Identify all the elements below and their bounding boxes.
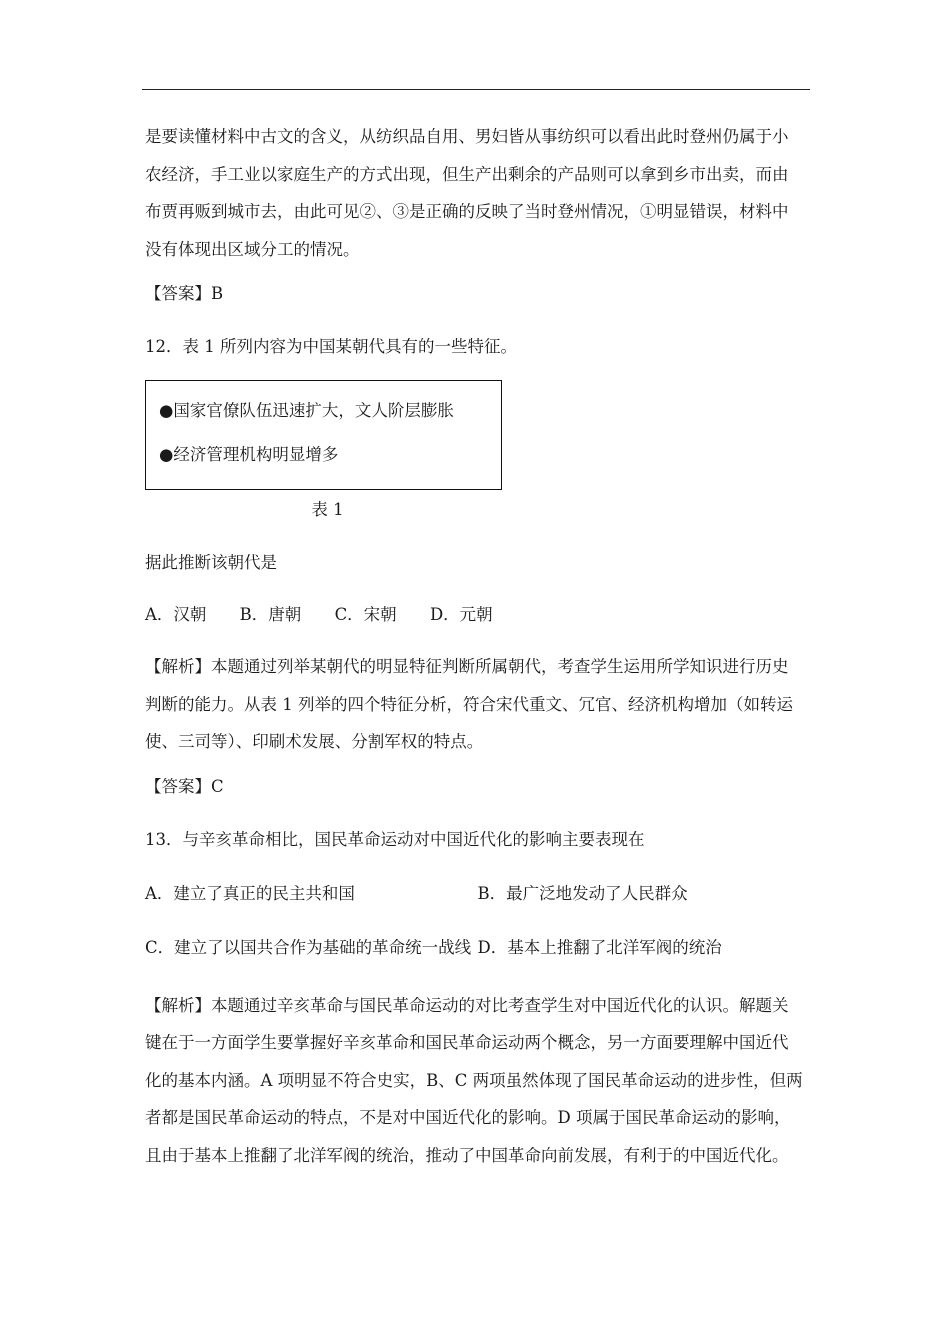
analysis-line: 化的基本内涵。A 项明显不符合史实，B、C 两项虽然体现了国民革命运动的进步性，但两 [145, 1070, 803, 1090]
answer-11: 【答案】B [145, 284, 224, 303]
continued-analysis [145, 118, 810, 268]
question-13: 13．与辛亥革命相比，国民革命运动对中国近代化的影响主要表现在 [145, 829, 645, 849]
analysis-line: 【解析】本题通过列举某朝代的明显特征判断所属朝代，考查学生运用所学知识进行历史 [145, 657, 789, 676]
option-c: C．宋朝 [334, 605, 397, 624]
option-b: B．唐朝 [239, 605, 302, 624]
question-12-options [145, 605, 810, 625]
analysis-line: 使、三司等）、印刷术发展、分割军权的特点。 [145, 732, 484, 751]
analysis-line: 判断的能力。从表 1 列举的四个特征分析，符合宋代重文、冗官、经济机构增加（如转运 [145, 694, 793, 714]
answer-12: 【答案】C [145, 776, 224, 796]
question-13-options-row-1 [145, 884, 810, 904]
analysis-line: 农经济，手工业以家庭生产的方式出现，但生产出剩余的产品则可以拿到乡市出卖，而由 [145, 164, 789, 184]
question-12-analysis [145, 648, 810, 761]
option-b: B．最广泛地发动了人民群众 [477, 883, 688, 903]
analysis-line: 者都是国民革命运动的特点，不是对中国近代化的影响。D 项属于国民革命运动的影响， [145, 1108, 791, 1127]
option-d: D．基本上推翻了北洋军阀的统治 [477, 937, 722, 957]
question-13-options-row-2 [145, 938, 810, 958]
document-body [145, 118, 810, 1174]
question-12: 12．表 1 所列内容为中国某朝代具有的一些特征。 [145, 337, 517, 356]
table-1-box [145, 380, 502, 490]
table-item [159, 477, 501, 490]
analysis-line: 且由于基本上推翻了北洋军阀的统治，推动了中国革命向前发展，有利于的中国近代化。 [145, 1145, 789, 1165]
option-a: A．汉朝 [145, 605, 207, 624]
option-a: A．建立了真正的民主共和国 [145, 883, 355, 903]
question-13-analysis [145, 987, 810, 1175]
option-c: C．建立了以国共合作为基础的革命统一战线 [145, 937, 472, 957]
table-caption: 表 1 [311, 500, 344, 519]
analysis-line: 布贾再贩到城市去，由此可见②、③是正确的反映了当时登州情况，①明显错误，材料中 [145, 202, 789, 221]
table-item: ●国家官僚队伍迅速扩大，文人阶层膨胀 [159, 401, 454, 420]
header-rule [142, 89, 810, 90]
analysis-line: 【解析】本题通过辛亥革命与国民革命运动的对比考查学生对中国近代化的认识。解题关 [145, 995, 789, 1015]
analysis-line: 没有体现出区域分工的情况。 [145, 239, 360, 259]
question-12-prompt: 据此推断该朝代是 [145, 553, 277, 572]
analysis-line: 键在于一方面学生要掌握好辛亥革命和国民革命运动两个概念，另一方面要理解中国近代 [145, 1033, 789, 1052]
option-d: D．元朝 [429, 605, 493, 624]
analysis-line: 是要读懂材料中古文的含义，从纺织品自用、男妇皆从事纺织可以看出此时登州仍属于小 [145, 127, 789, 146]
table-item: ●经济管理机构明显增多 [159, 445, 339, 464]
